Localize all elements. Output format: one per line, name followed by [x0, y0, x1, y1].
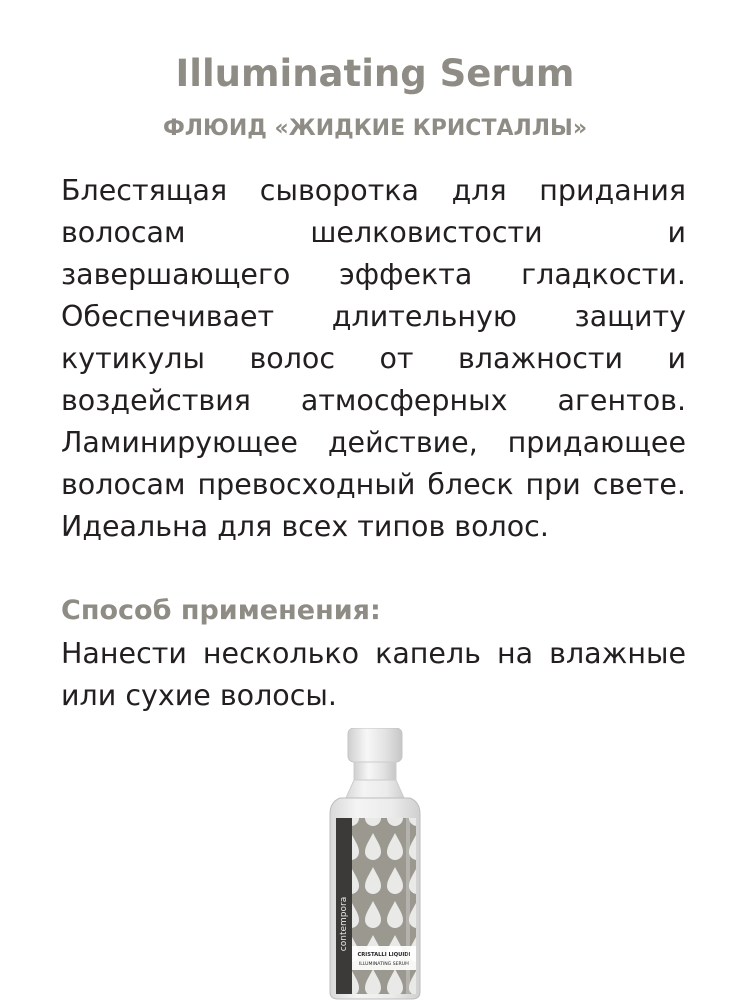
bottle-line1-text: CRISTALLI LIQUIDI: [357, 952, 411, 958]
product-title: Illuminating Serum: [175, 52, 575, 95]
usage-text: Нанести несколько капель на влажные или сухие волосы.: [61, 637, 686, 712]
bottle-brand-text: contempora: [339, 896, 349, 952]
product-description: Блестящая сыворотка для придания волосам шелковистости и завершающего эффекта гладкости. Обеспечивает длительную защиту кутикулы волос от влажности и воздействия атмосферных агентов. Ламинирующее действие, придающее волосам превосходный блеск при свете. Идеальна для всех типов волос.: [61, 174, 686, 543]
bottle-line2-text: ILLUMINATING SERUM: [358, 962, 410, 967]
product-subtitle: ФЛЮИД «ЖИДКИЕ КРИСТАЛЛЫ»: [162, 116, 588, 141]
usage-heading: Способ применения:: [61, 595, 381, 626]
product-bottle-image: [318, 728, 432, 1000]
